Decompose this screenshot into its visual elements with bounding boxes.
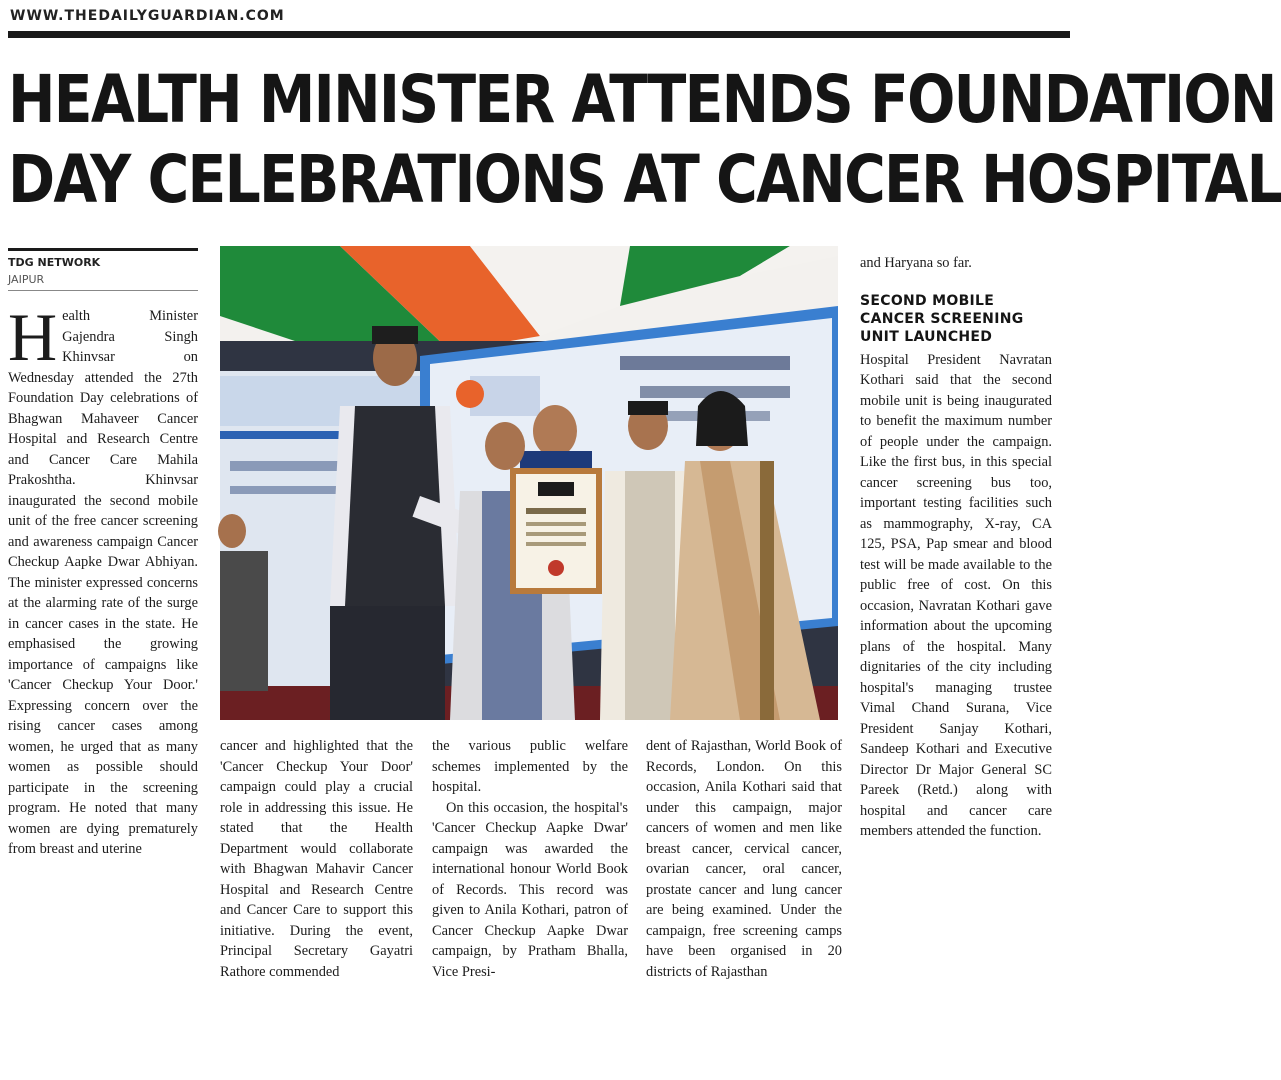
article-column-5 xyxy=(860,253,1052,1062)
article-column-1 xyxy=(8,299,198,1062)
column-5-text-1: and Haryana so far. xyxy=(860,255,972,271)
masthead-url: WWW.THEDAILYGUARDIAN.COM xyxy=(10,8,285,24)
column-1-text: ealth Minister Gajendra Singh Khinvsar on Wednesday attended the 27th Foundation Day celebrations of Bhagwan Mahaveer Cancer Hospital and Research Centre and Cancer Care Mahila Prakoshtha. Khinvsar inaugurated the second mobile unit of the free cancer screening and awareness campaign Cancer Checkup Aapke Dwar Abhiyan. The minister expressed concerns at the alarming rate of the surge in cancer cases in the state. He emphasised the growing importance of campaigns like 'Cancer Checkup Your Door.' Expressing concern over the rising cancer cases among women, he urged that as many women as possible should participate in the screening program. He noted that many women are dying prematurely from breast and uterine xyxy=(8,308,198,857)
article-column-3 xyxy=(432,736,628,1062)
column-3-text-1: the various public welfare schemes implemented by the hospital. xyxy=(432,738,628,795)
headline xyxy=(8,60,1281,220)
byline-rule xyxy=(8,248,198,251)
column-4-text: dent of Rajasthan, World Book of Records, London. On this occasion, Anila Kothari said that under this campaign, major cancers of women and men like breast cancer, cervical cancer, ovarian cancer, oral cancer, prostate cancer and lung cancer are being examined. Under the campaign, free screening camps have been organised in 20 districts of Rajasthan xyxy=(646,738,842,980)
top-rule xyxy=(8,31,1070,38)
column-2-text: cancer and highlighted that the 'Cancer Checkup Your Door' campaign could play a crucial role in addressing this issue. He stated that the Health Department would collaborate with Bhagwan Mahavir Cancer Hospital and Research Centre and Cancer Care to support this initiative. During the event, Principal Secretary Gayatri Rathore commended xyxy=(220,738,413,980)
column-3-text-2: On this occasion, the hospital's 'Cancer Checkup Aapke Dwar' campaign was awarded the international honour World Book of Records. This record was given to Anila Kothari, patron of Cancer Checkup Aapke Dwar campaign, by Pratham Bhalla, Vice Presi- xyxy=(432,799,628,980)
byline-city: JAIPUR xyxy=(8,273,45,286)
drop-cap: H xyxy=(8,299,58,375)
byline-divider xyxy=(8,290,198,291)
article-column-4 xyxy=(646,736,842,1062)
article-column-2 xyxy=(220,736,413,1062)
headline-line-1: HEALTH MINISTER ATTENDS FOUNDATION xyxy=(8,61,1276,138)
column-5-text-2: Hospital President Navratan Kothari said that the second mobile unit is being inaugurated to benefit the maximum number of people under the campaign. Like the first bus, in this special cancer screening bus too, important testing facilities such as mammography, X-ray, CA 125, PSA, Pap smear and blood test will be made available to the public free of cost. On this occasion, Navratan Kothari gave information about the upcoming plans of the hospital. Many dignitaries of the city including hospital's managing trustee Vimal Chand Surana, Vice President Sanjay Kothari, Sandeep Kothari and Executive Director Dr Major General SC Pareek (Retd.) along with hospital and cancer care members attended the function. xyxy=(860,351,1052,839)
subheading: SECOND MOBILE CANCER SCREENING UNIT LAUNCHED xyxy=(860,292,1024,345)
award-ceremony-image xyxy=(220,246,838,720)
headline-line-2: DAY CELEBRATIONS AT CANCER HOSPITAL xyxy=(8,141,1281,218)
byline-network: TDG NETWORK xyxy=(8,256,101,269)
article-photo xyxy=(220,246,838,720)
